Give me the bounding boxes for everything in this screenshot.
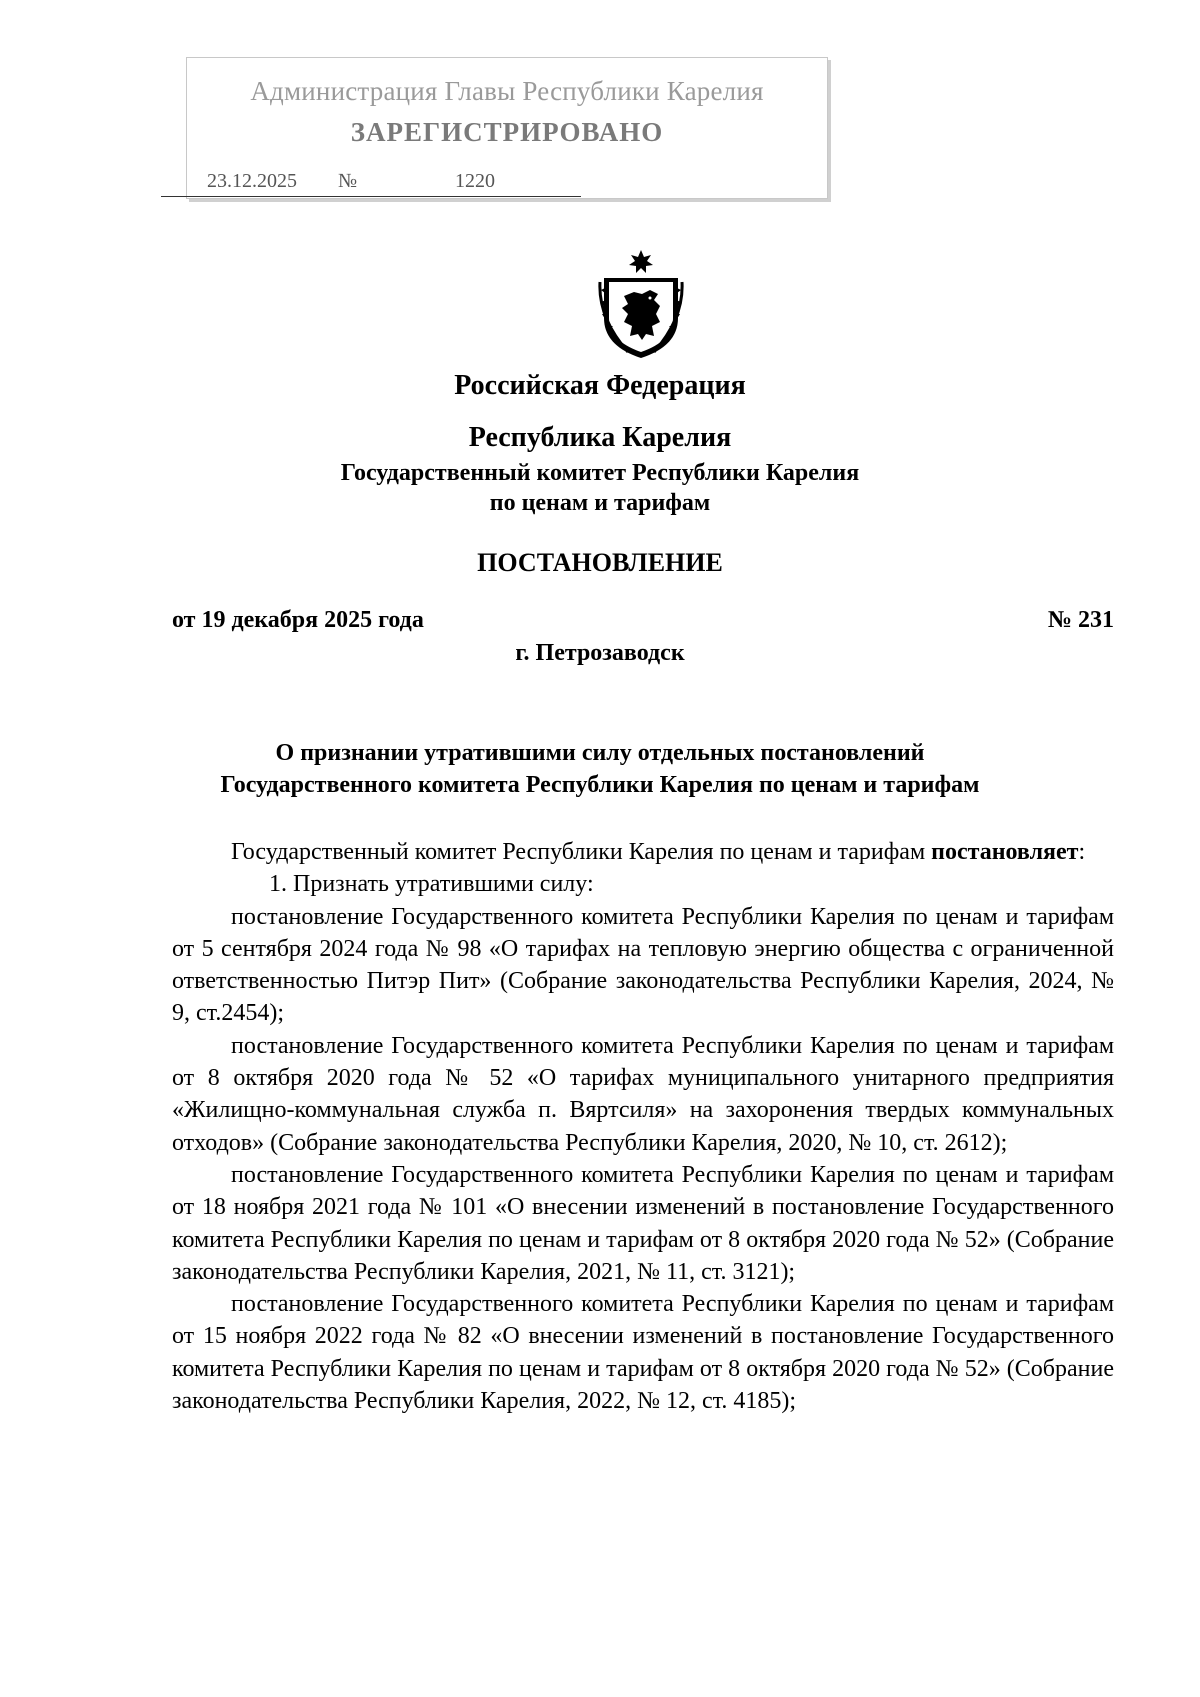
- document-city: г. Петрозаводск: [515, 640, 685, 666]
- intro-text: Государственный комитет Республики Карелия по ценам и тарифам: [231, 839, 926, 865]
- karelia-coat-of-arms-icon: [598, 248, 684, 360]
- registration-stamp: [186, 57, 828, 199]
- item-1: 1. Признать утратившими силу:: [269, 871, 594, 898]
- paragraph-2: постановление Государственного комитета Республики Карелия по ценам и тарифам от 8 октября 2020 года № 52 «О тарифах муниципального унитарного предприятия «Жилищно-коммунальная служба п. Вяртсиля» на захоронения твердых коммунальных отходов» (Собрание законодательства Республики Карелия, 2020, № 10, ст. 2612);: [172, 1032, 1114, 1156]
- document-type: ПОСТАНОВЛЕНИЕ: [477, 548, 723, 577]
- stamp-registration-line: [161, 170, 581, 197]
- intro-end: :: [1078, 839, 1086, 865]
- paragraph-3: постановление Государственного комитета Республики Карелия по ценам и тарифам от 18 ноября 2021 года № 101 «О внесении изменений в постановление Государственного комитета Республики Карелия по ценам и тарифам от 8 октября 2020 года № 52» (Собрание законодательства Республики Карелия, 2021, № 11, ст. 3121);: [172, 1161, 1114, 1285]
- document-date: от 19 декабря 2025 года: [172, 607, 424, 633]
- paragraph-1: постановление Государственного комитета Республики Карелия по ценам и тарифам от 5 сентября 2024 года № 98 «О тарифах на тепловую энергию общества с ограниченной ответственностью Питэр Пит» (Собрание законодательства Республики Карелия, 2024, № 9, ст.2454);: [172, 903, 1114, 1027]
- republic-heading: Республика Карелия: [468, 422, 732, 453]
- stamp-organization: Администрация Главы Республики Карелия: [250, 76, 764, 106]
- federation-heading: Российская Федерация: [454, 370, 746, 401]
- document-body: [172, 836, 1114, 1417]
- committee-heading-line1: Государственный комитет Республики Карелия: [340, 460, 860, 486]
- document-title-line2: Государственного комитета Республики Карелия по ценам и тарифам: [220, 772, 980, 798]
- stamp-number: 1220: [455, 170, 495, 192]
- document-title-line1: О признании утратившими силу отдельных постановлений: [275, 740, 925, 766]
- stamp-number-label: №: [338, 170, 358, 192]
- intro-paragraph: [172, 836, 1114, 868]
- paragraph-4: постановление Государственного комитета Республики Карелия по ценам и тарифам от 15 ноября 2022 года № 82 «О внесении изменений в постановление Государственного комитета Республики Карелия по ценам и тарифам от 8 октября 2020 года № 52» (Собрание законодательства Республики Карелия, 2022, № 12, ст. 4185);: [172, 1291, 1114, 1415]
- stamp-date: 23.12.2025: [207, 170, 297, 192]
- intro-verb: постановляет: [931, 839, 1079, 865]
- stamp-status: ЗАРЕГИСТРИРОВАНО: [350, 117, 664, 147]
- document-number: № 231: [1047, 607, 1114, 633]
- committee-heading-line2: по ценам и тарифам: [489, 490, 711, 516]
